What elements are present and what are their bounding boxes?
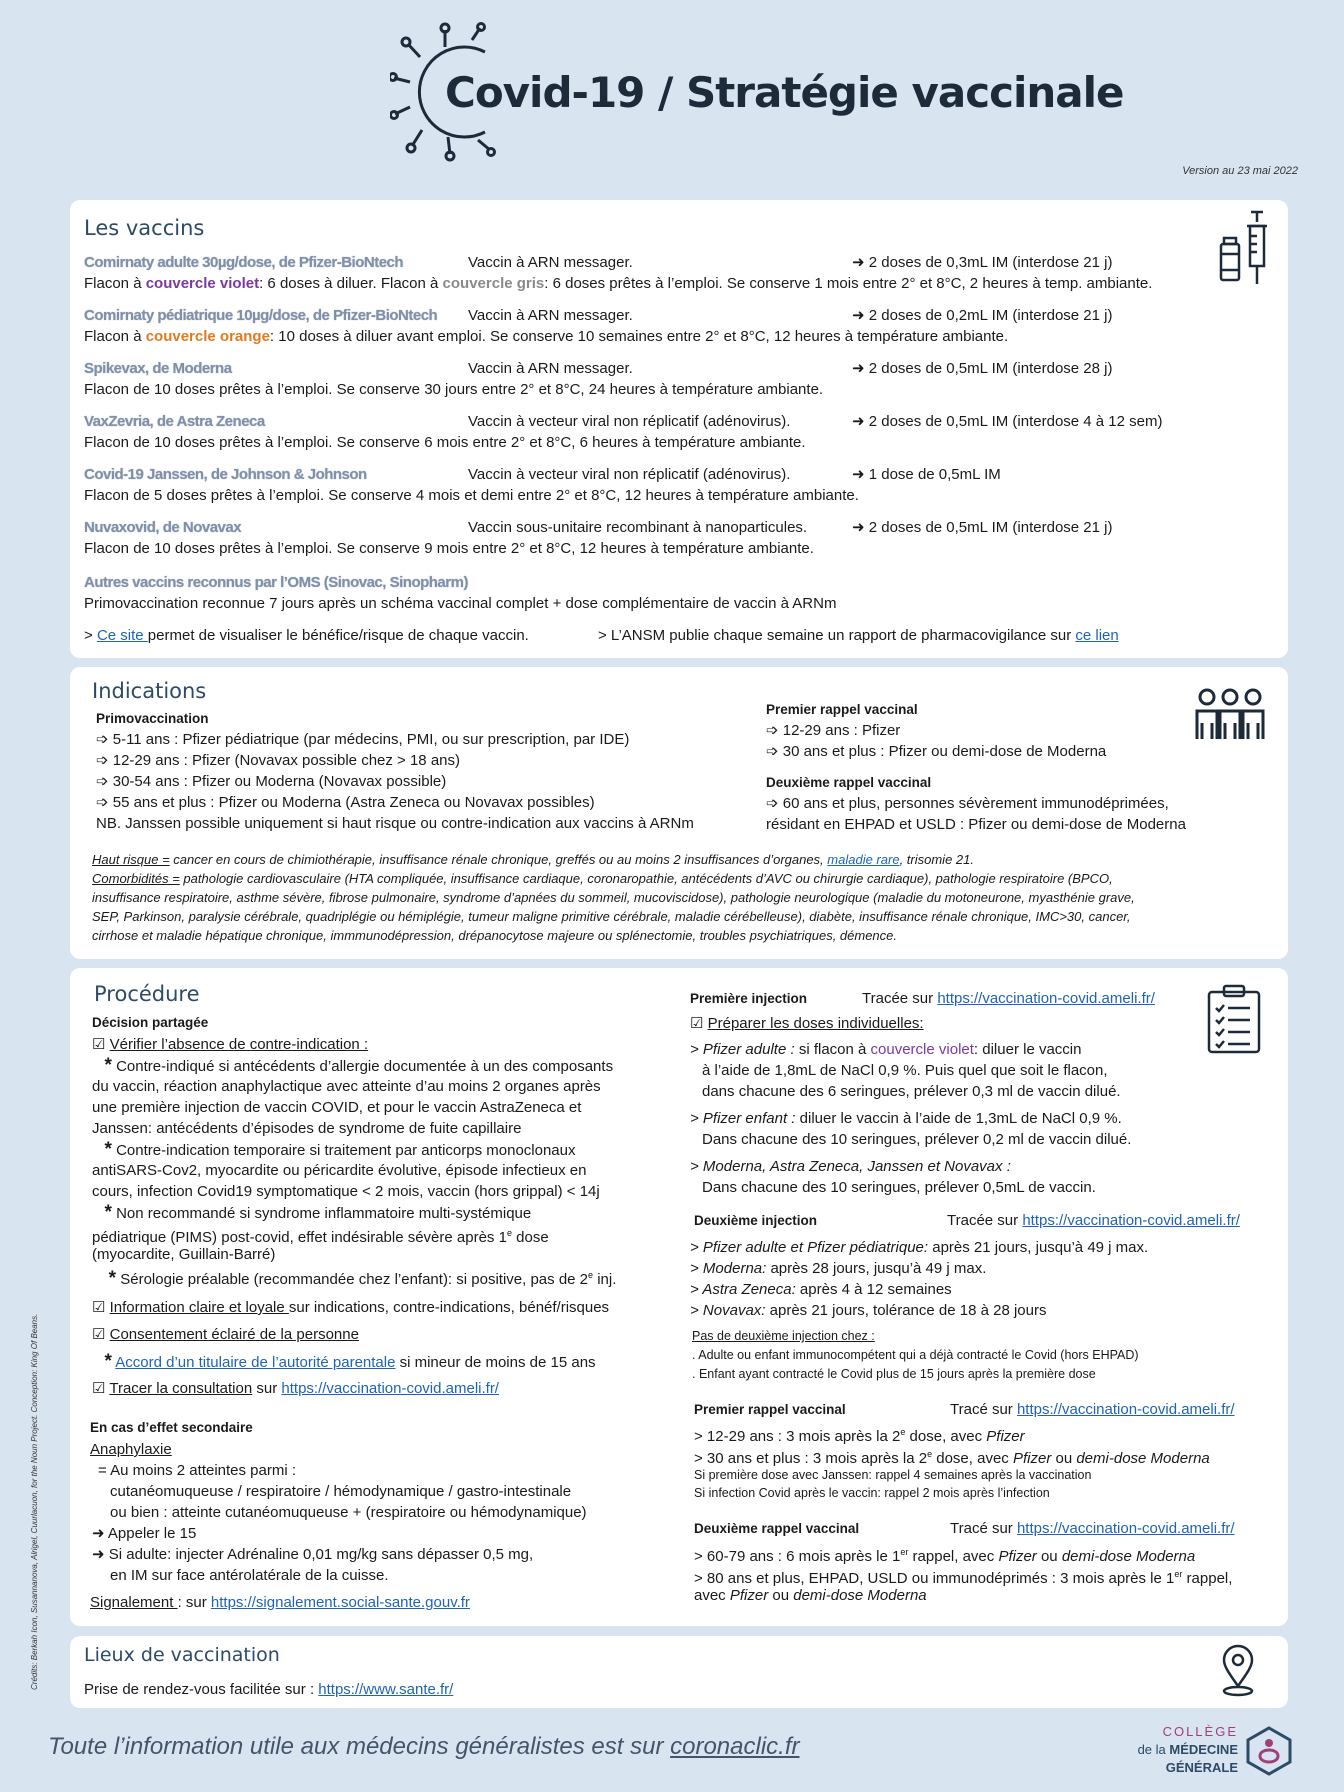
ameli-link[interactable]: https://vaccination-covid.ameli.fr/	[1016, 1520, 1235, 1537]
ci2-line: * Contre-indication temporaire si traitement par anticorps monoclonaux	[104, 1139, 576, 1160]
rappel2-item: ➩ 60 ans et plus, personnes sévèrement immunodéprimées,	[766, 795, 1169, 812]
r1-line: > 12-29 ans : 3 mois après la 2e dose, avec Pfizer	[694, 1427, 1025, 1445]
vaccine-syringe-icon	[1215, 210, 1273, 286]
pas-line: . Adulte ou enfant immunocompétent qui a déjà contracté le Covid (hors EHPAD)	[692, 1348, 1139, 1362]
haut-risque-line: Haut risque = cancer en cours de chimiothérapie, insuffisance rénale chronique, greffés ou au moins 2 insuffisances d’organes, maladie rare, trisomie 21.	[92, 852, 974, 867]
vaccine-name: Nuvaxovid, de Novavax	[84, 519, 242, 536]
ansm-line: > L’ANSM publie chaque semaine un rapport de pharmacovigilance sur ce lien	[598, 627, 1119, 644]
pfizer-enfant-line: Dans chacune des 10 seringues, prélever 0,2 ml de vaccin dilué.	[702, 1131, 1132, 1148]
ce-lien-link[interactable]: ce lien	[1075, 627, 1119, 644]
consent-check: ☑ Consentement éclairé de la personne	[92, 1326, 359, 1343]
inj2-title: Deuxième injection	[694, 1213, 818, 1228]
info-check: ☑ Information claire et loyale sur indications, contre-indications, bénéf/risques	[92, 1299, 610, 1316]
primo-item: ➩ 5-11 ans : Pfizer pédiatrique (par médecins, PMI, ou sur prescription, par IDE)	[96, 731, 630, 748]
ameli-link[interactable]: https://vaccination-covid.ameli.fr/	[281, 1380, 499, 1397]
star-icon: *	[104, 1139, 112, 1160]
clipboard-icon	[1206, 984, 1262, 1054]
checkbox-icon: ☑	[690, 1015, 708, 1032]
benefit-risk-line: > Ce site permet de visualiser le bénéfice/risque de chaque vaccin.	[84, 627, 529, 644]
vaccine-name: Comirnaty pédiatrique 10µg/dose, de Pfizer-BioNtech	[84, 307, 438, 324]
r1-title: Premier rappel vaccinal	[694, 1402, 846, 1417]
vaccine-doses: ➜ 2 doses de 0,5mL IM (interdose 28 j)	[852, 360, 1113, 377]
vaccine-name: Covid-19 Janssen, de Johnson & Johnson	[84, 466, 367, 483]
vaccine-description: Flacon de 5 doses prêtes à l’emploi. Se conserve 4 mois et demi entre 2° et 8°C, 12 heures à température ambiante.	[84, 487, 859, 504]
accord-link[interactable]: Accord d’un titulaire de l’autorité parentale	[115, 1354, 396, 1371]
vaccine-type: Vaccin à ARN messager.	[468, 307, 633, 324]
ameli-link[interactable]: https://vaccination-covid.ameli.fr/	[937, 990, 1155, 1007]
moderna-line: > Moderna, Astra Zeneca, Janssen et Novavax :	[690, 1158, 1011, 1175]
anaph-line: cutanéomuqueuse / respiratoire / hémodynamique / gastro-intestinale	[110, 1483, 572, 1500]
people-icon	[1195, 687, 1265, 743]
pfizer-adulte-line: à l’aide de 1,8mL de NaCl 0,9 %. Puis quel que soit le flacon,	[702, 1062, 1108, 1079]
ci3-line: (myocardite, Guillain-Barré)	[92, 1246, 276, 1263]
section-title-indications: Indications	[92, 679, 207, 703]
decision-title: Décision partagée	[92, 1015, 209, 1030]
vaccine-doses: ➜ 2 doses de 0,2mL IM (interdose 21 j)	[852, 307, 1113, 324]
primo-item: ➩ 55 ans et plus : Pfizer ou Moderna (Astra Zeneca ou Novavax possibles)	[96, 794, 595, 811]
section-title-procedure: Procédure	[94, 982, 200, 1006]
r2-trace: Tracé sur https://vaccination-covid.ameli.fr/	[950, 1520, 1235, 1537]
header	[0, 0, 1344, 177]
vaccine-description: Flacon à couvercle orange: 10 doses à diluer avant emploi. Se conserve 10 semaines entre 2° et 8°C, 12 heures à température ambiante.	[84, 328, 1009, 345]
inj2-line: > Astra Zeneca: après 4 à 12 semaines	[690, 1281, 952, 1298]
moderna-line: Dans chacune des 10 seringues, prélever 0,5mL de vaccin.	[702, 1179, 1096, 1196]
r2-line: > 80 ans et plus, EHPAD, USLD ou immunodéprimés : 3 mois après le 1er rappel,	[694, 1569, 1233, 1587]
anaphylaxie-label: Anaphylaxie	[90, 1441, 172, 1458]
vaccine-description: Flacon de 10 doses prêtes à l’emploi. Se conserve 6 mois entre 2° et 8°C, 6 heures à température ambiante.	[84, 434, 806, 451]
vaccine-doses: ➜ 1 dose de 0,5mL IM	[852, 466, 1001, 483]
section-title-vaccins: Les vaccins	[84, 216, 205, 240]
inj1-title: Première injection	[690, 991, 808, 1006]
primo-title: Primovaccination	[96, 711, 209, 726]
vaccine-type: Vaccin à vecteur viral non réplicatif (adénovirus).	[468, 413, 791, 430]
primo-item: ➩ 30-54 ans : Pfizer ou Moderna (Novavax possible)	[96, 773, 447, 790]
section-title-lieux: Lieux de vaccination	[84, 1644, 280, 1666]
star-icon: *	[104, 1351, 112, 1372]
tracer-check: ☑ Tracer la consultation sur https://vaccination-covid.ameli.fr/	[92, 1380, 499, 1397]
anaph-line: ➜ Si adulte: injecter Adrénaline 0,01 mg/kg sans dépasser 0,5 mg,	[92, 1546, 534, 1563]
map-pin-icon	[1220, 1644, 1256, 1698]
pfizer-adulte-line: dans chacune des 6 seringues, prélever 0,3 ml de vaccin dilué.	[702, 1083, 1121, 1100]
ci3-line: * Non recommandé si syndrome inflammatoire multi-systémique	[104, 1202, 532, 1223]
procedure-card	[70, 968, 1288, 1626]
rappel1-item: ➩ 12-29 ans : Pfizer	[766, 722, 901, 739]
cmg-logo-icon	[1246, 1726, 1292, 1776]
vaccine-description: Flacon de 10 doses prêtes à l’emploi. Se conserve 30 jours entre 2° et 8°C, 24 heures à température ambiante.	[84, 381, 824, 398]
other-vaccines-description: Primovaccination reconnue 7 jours après un schéma vaccinal complet + dose complémentaire de vaccin à ARNm	[84, 595, 837, 612]
vaccine-name: Comirnaty adulte 30µg/dose, de Pfizer-BioNtech	[84, 254, 404, 271]
ci4-line: * Sérologie préalable (recommandée chez l’enfant): si positive, pas de 2e inj.	[108, 1268, 617, 1289]
r2-line: avec Pfizer ou demi-dose Moderna	[694, 1587, 927, 1604]
signalement-link[interactable]: https://signalement.social-sante.gouv.fr	[210, 1594, 470, 1611]
lieux-card	[70, 1636, 1288, 1708]
inj2-trace: Tracée sur https://vaccination-covid.ameli.fr/	[947, 1212, 1240, 1229]
checkbox-icon: ☑	[92, 1326, 110, 1343]
inj2-line: > Pfizer adulte et Pfizer pédiatrique: après 21 jours, jusqu’à 49 j max.	[690, 1239, 1149, 1256]
r1-note: Si infection Covid après le vaccin: rappel 2 mois après l’infection	[694, 1486, 1050, 1500]
prep-check: ☑ Préparer les doses individuelles:	[690, 1015, 924, 1032]
ci3-line: pédiatrique (PIMS) post-covid, effet indésirable sévère après 1e dose	[92, 1228, 549, 1246]
r1-trace: Tracé sur https://vaccination-covid.ameli.fr/	[950, 1401, 1235, 1418]
star-icon: *	[104, 1055, 112, 1076]
checkbox-icon: ☑	[92, 1380, 110, 1397]
rappel2-title: Deuxième rappel vaccinal	[766, 775, 932, 790]
ci1-line: du vaccin, réaction anaphylactique avec atteinte d’au moins 2 organes après	[92, 1078, 601, 1095]
vaccine-doses: ➜ 2 doses de 0,5mL IM (interdose 21 j)	[852, 519, 1113, 536]
inj2-line: > Novavax: après 21 jours, tolérance de 18 à 28 jours	[690, 1302, 1047, 1319]
maladie-rare-link[interactable]: maladie rare	[827, 852, 900, 867]
pas-title: Pas de deuxième injection chez :	[692, 1329, 875, 1343]
ameli-link[interactable]: https://vaccination-covid.ameli.fr/	[1022, 1212, 1240, 1229]
vaccine-type: Vaccin à ARN messager.	[468, 254, 633, 271]
r1-line: > 30 ans et plus : 3 mois après la 2e dose, avec Pfizer ou demi-dose Moderna	[694, 1449, 1210, 1467]
vaccine-type: Vaccin à vecteur viral non réplicatif (adénovirus).	[468, 466, 791, 483]
primo-item: ➩ 12-29 ans : Pfizer (Novavax possible chez > 18 ans)	[96, 752, 460, 769]
rdv-line: Prise de rendez-vous facilitée sur : https://www.sante.fr/	[84, 1681, 454, 1698]
inj1-trace: Tracée sur https://vaccination-covid.ameli.fr/	[862, 990, 1155, 1007]
anaph-line: = Au moins 2 atteintes parmi :	[98, 1462, 297, 1479]
r1-note: Si première dose avec Janssen: rappel 4 semaines après la vaccination	[694, 1468, 1092, 1482]
logo-text: de la MÉDECINE	[1137, 1742, 1238, 1757]
version-date: Version au 23 mai 2022	[1182, 165, 1298, 177]
ce-site-link[interactable]: Ce site	[96, 627, 148, 644]
ci1-line: une première injection de vaccin COVID, et pour le vaccin AstraZeneca et	[92, 1099, 582, 1116]
signalement-line: Signalement : sur https://signalement.social-sante.gouv.fr	[90, 1594, 470, 1611]
r2-title: Deuxième rappel vaccinal	[694, 1521, 860, 1536]
accord-line: * Accord d’un titulaire de l’autorité parentale si mineur de moins de 15 ans	[104, 1351, 596, 1372]
credits: Crédits: Berkah Icon, Susannanova, Alrigel, Cuurlacuon, for the Noun Project. Conception: King Of Beans.	[30, 1313, 39, 1690]
vaccine-description: Flacon à couvercle violet: 6 doses à diluer. Flacon à couvercle gris: 6 doses prêtes à l’emploi. Se conserve 1 mois entre 2° et 8°C, 2 heures à temp. ambiante.	[84, 275, 1153, 292]
vaccine-doses: ➜ 2 doses de 0,5mL IM (interdose 4 à 12 sem)	[852, 413, 1163, 430]
comorbidites-line: cirrhose et maladie hépatique chronique, immmunodépression, drépanocytose majeure ou splénectomie, troubles psychiatriques, démence.	[92, 928, 898, 943]
comorbidites-line: SEP, Parkinson, paralysie cérébrale, quadriplégie ou hémiplégie, tumeur maligne primitive cérébrale, maladie cérébelleuse), diabète, insuffisance rénale chronique, IMC>30, cancer,	[92, 909, 1131, 924]
star-icon: *	[104, 1202, 112, 1223]
ci1-line: Janssen: antécédents d’épisodes de syndrome de fuite capillaire	[92, 1120, 522, 1137]
effet-title: En cas d’effet secondaire	[90, 1420, 253, 1435]
logo-text: COLLÈGE	[1162, 1724, 1238, 1739]
ci2-line: antiSARS-Cov2, myocardite ou péricardite évolutive, épisode infectieux en	[92, 1162, 587, 1179]
rappel1-title: Premier rappel vaccinal	[766, 702, 918, 717]
pfizer-adulte-line: > Pfizer adulte : si flacon à couvercle violet: diluer le vaccin	[690, 1041, 1082, 1058]
cmg-logo	[1128, 1722, 1298, 1780]
logo-text: GÉNÉRALE	[1165, 1760, 1238, 1775]
vaccine-type: Vaccin à ARN messager.	[468, 360, 633, 377]
other-vaccines-name: Autres vaccins reconnus par l’OMS (Sinovac, Sinopharm)	[84, 574, 468, 591]
checkbox-icon: ☑	[92, 1299, 110, 1316]
vaccine-type: Vaccin sous-unitaire recombinant à nanoparticules.	[468, 519, 808, 536]
ci2-line: cours, infection Covid19 symptomatique < 2 mois, vaccin (hors grippal) < 14j	[92, 1183, 600, 1200]
sante-link[interactable]: https://www.sante.fr/	[318, 1681, 454, 1698]
footer-text: Toute l’information utile aux médecins généralistes est sur coronaclic.fr	[48, 1733, 800, 1760]
ci-check: ☑ Vérifier l’absence de contre-indication :	[92, 1036, 369, 1053]
pas-line: . Enfant ayant contracté le Covid plus de 15 jours après la première dose	[692, 1367, 1096, 1381]
ameli-link[interactable]: https://vaccination-covid.ameli.fr/	[1016, 1401, 1235, 1418]
checkbox-icon: ☑	[92, 1036, 110, 1053]
inj2-line: > Moderna: après 28 jours, jusqu’à 49 j max.	[690, 1260, 987, 1277]
rappel1-item: ➩ 30 ans et plus : Pfizer ou demi-dose de Moderna	[766, 743, 1107, 760]
vaccine-description: Flacon de 10 doses prêtes à l’emploi. Se conserve 9 mois entre 2° et 8°C, 12 heures à température ambiante.	[84, 540, 814, 557]
vaccins-card	[70, 200, 1288, 658]
ci1-line: * Contre-indiqué si antécédents d’allergie documentée à un des composants	[104, 1055, 614, 1076]
anaph-line: ou bien : atteinte cutanéomuqueuse + (respiratoire ou hémodynamique)	[110, 1504, 587, 1521]
primo-note: NB. Janssen possible uniquement si haut risque ou contre-indication aux vaccins à ARNm	[96, 815, 694, 832]
rappel2-item: résidant en EHPAD et USLD : Pfizer ou demi-dose de Moderna	[766, 816, 1186, 833]
pfizer-enfant-line: > Pfizer enfant : diluer le vaccin à l’aide de 1,3mL de NaCl 0,9 %.	[690, 1110, 1122, 1127]
vaccine-doses: ➜ 2 doses de 0,3mL IM (interdose 21 j)	[852, 254, 1113, 271]
r2-line: > 60-79 ans : 6 mois après le 1er rappel, avec Pfizer ou demi-dose Moderna	[694, 1547, 1196, 1565]
star-icon: *	[108, 1268, 117, 1289]
vaccine-name: VaxZevria, de Astra Zeneca	[84, 413, 265, 430]
anaph-line: en IM sur face antérolatérale de la cuisse.	[110, 1567, 389, 1584]
indications-card	[70, 667, 1288, 959]
comorbidites-line: Comorbidités = pathologie cardiovasculaire (HTA compliquée, insuffisance cardiaque, coronaropathie, antécédents d’AVC ou chirurgie cardiaque), pathologie respiratoire (BPCO,	[92, 871, 1113, 886]
anaph-line: ➜ Appeler le 15	[92, 1525, 197, 1542]
coronaclic-link[interactable]: coronaclic.fr	[670, 1733, 800, 1760]
vaccine-name: Spikevax, de Moderna	[84, 360, 232, 377]
page-title: Covid-19 / Stratégie vaccinale	[445, 68, 1124, 117]
comorbidites-line: insuffisance respiratoire, asthme sévère, fibrose pulmonaire, syndrome d’apnées du sommeil, mucoviscidose), pathologie neurologique (maladie du motoneurone, myasthénie grave,	[92, 890, 1135, 905]
